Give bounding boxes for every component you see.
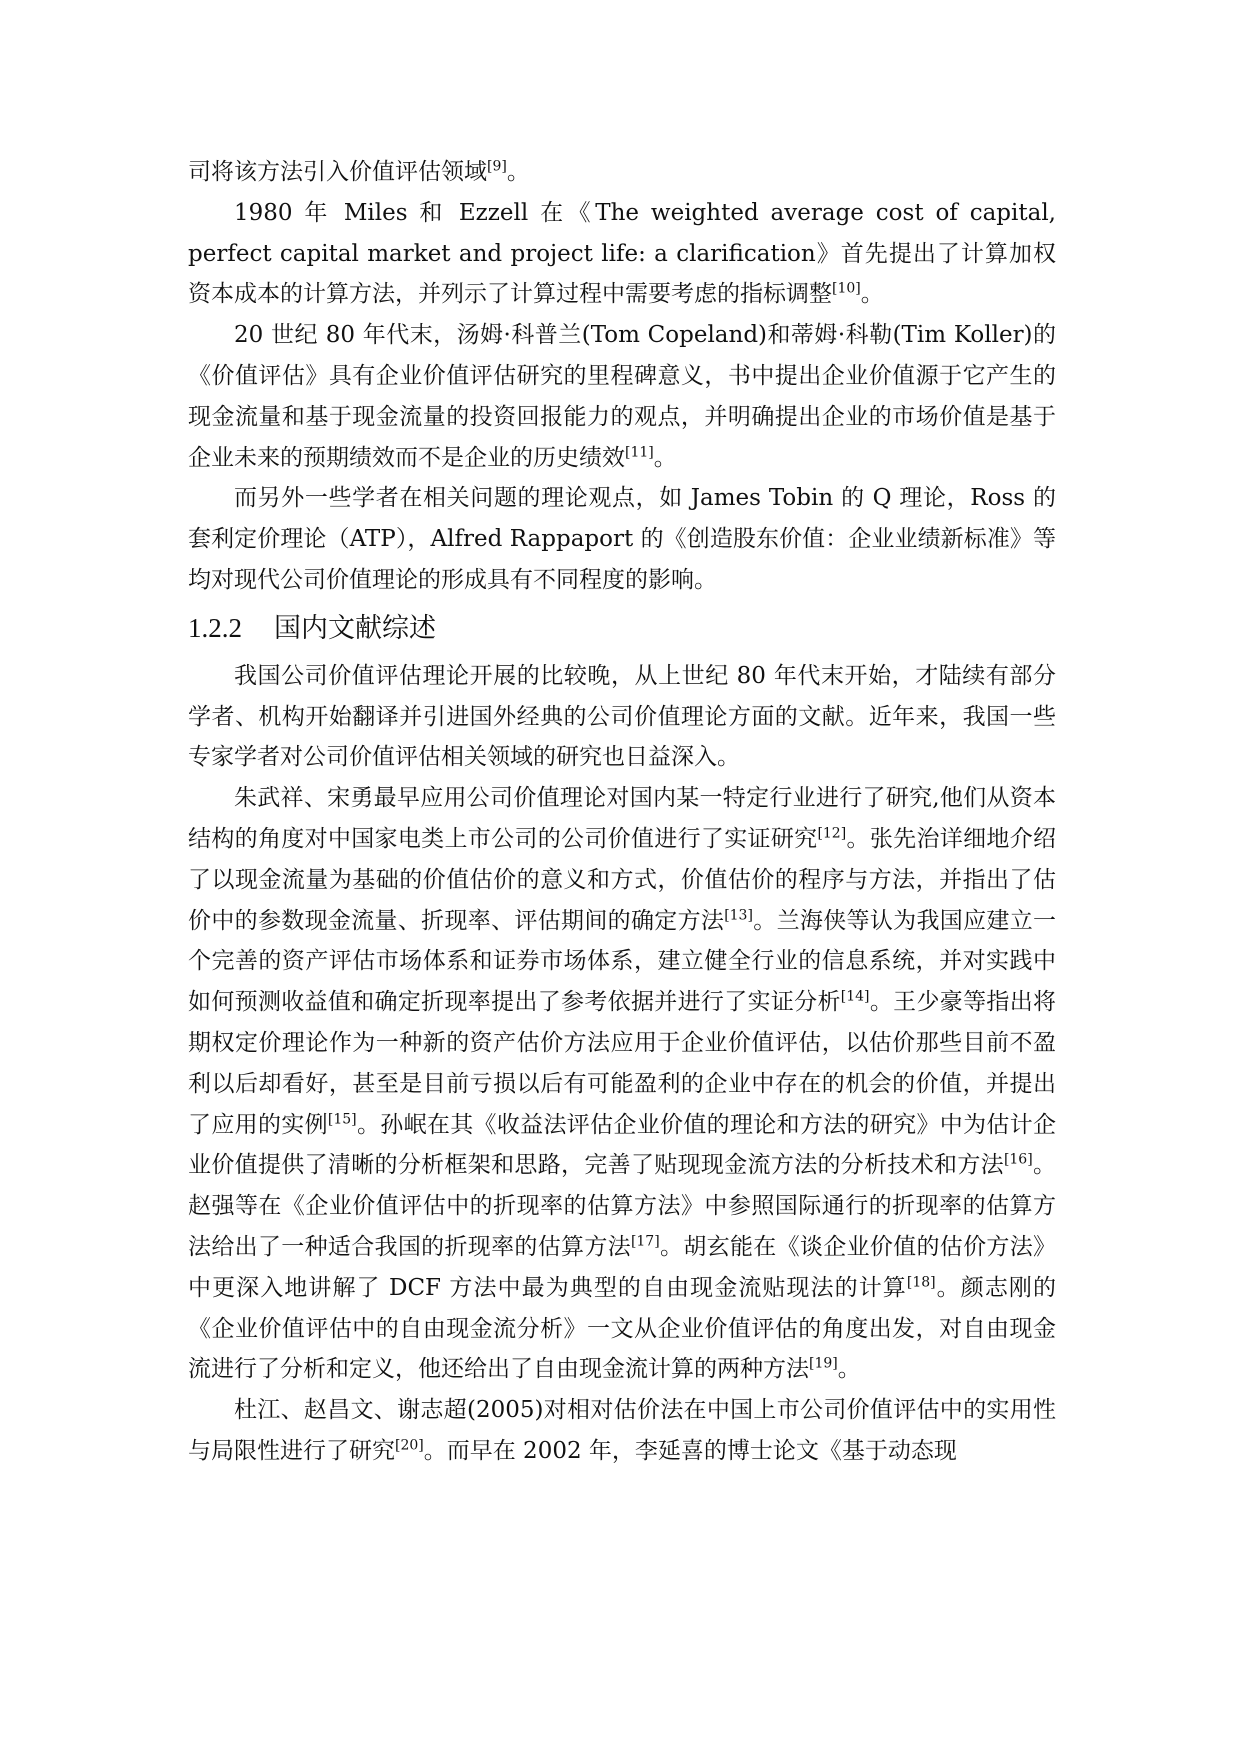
paragraph-domestic-studies: 朱武祥、宋勇最早应用公司价值理论对国内某一特定行业进行了研究,他们从资本结构的角度对中国家电类上市公司的公司价值进行了实证研究[12]。张先治详细地介绍了以现金流量为基础的价值估价的意义和方式，价值估价的程序与方法，并指出了估价中的参数现金流量、折现率、评估期间的确定方法[13]。兰海侠等认为我国应建立一个完善的资产评估市场体系和证券市场体系，建立健全行业的信息系统，并对实践中如何预测收益值和确定折现率提出了参考依据并进行了实证分析[14]。王少豪等指出将期权定价理论作为一种新的资产估价方法应用于企业价值评估，以估价那些目前不盈利以后却看好，甚至是目前亏损以后有可能盈利的企业中存在的机会的价值，并提出了应用的实例[15]。孙岷在其《收益法评估企业价值的理论和方法的研究》中为估计企业价值提供了清晰的分析框架和思路，完善了贴现现金流方法的分析技术和方法[16]。赵强等在《企业价值评估中的折现率的估算方法》中参照国际通行的折现率的估算方法给出了一种适合我国的折现率的估算方法[17]。胡玄能在《谈企业价值的估价方法》中更深入地讲解了 DCF 方法中最为典型的自由现金流贴现法的计算[18]。颜志刚的《企业价值评估中的自由现金流分析》一文从企业价值评估的角度出发，对自由现金流进行了分析和定义，他还给出了自由现金流计算的两种方法[19]。 (188, 785, 1056, 1383)
section-number: 1.2.2 (188, 612, 242, 643)
citation: [12] (817, 825, 847, 842)
section-heading (188, 601, 1056, 656)
citation: [18] (906, 1274, 936, 1291)
page-content (188, 152, 1056, 1472)
citation: [15] (327, 1110, 357, 1127)
citation: [20] (395, 1437, 424, 1454)
paragraph-continuation: 司将该方法引入价值评估领域[9]。 (188, 158, 530, 185)
section-title: 国内文献综述 (274, 612, 436, 644)
paragraph-relative-valuation: 杜江、赵昌文、谢志超(2005)对相对估价法在中国上市公司价值评估中的实用性与局限性进行了研究[20]。而早在 2002 年，李延喜的博士论文《基于动态现 (188, 1397, 1056, 1464)
paragraph-miles-ezzell: 1980 年 Miles 和 Ezzell 在《The weighted average cost of capital, perfect capital market and project life: a clarification》首先提出了计算加权资本成本的计算方法，并列示了计算过程中需要考虑的指标调整[10]。 (188, 199, 1056, 308)
citation: [19] (809, 1355, 838, 1372)
paragraph-copeland-koller: 20 世纪 80 年代末，汤姆·科普兰(Tom Copeland)和蒂姆·科勒(Tim Koller)的《价值评估》具有企业价值评估研究的里程碑意义，书中提出企业价值源于它产生的现金流量和基于现金流量的投资回报能力的观点，并明确提出企业的市场价值是基于企业未来的预期绩效而不是企业的历史绩效[11]。 (188, 322, 1056, 471)
citation: [14] (840, 988, 870, 1005)
citation: [10] (832, 280, 861, 297)
paragraph-domestic-intro: 我国公司价值评估理论开展的比较晚，从上世纪 80 年代末开始，才陆续有部分学者、机构开始翻译并引进国外经典的公司价值理论方面的文献。近年来，我国一些专家学者对公司价值评估相关领域的研究也日益深入。 (188, 662, 1056, 771)
citation: [11] (625, 443, 654, 460)
citation: [16] (1003, 1151, 1033, 1168)
paragraph-other-scholars: 而另外一些学者在相关问题的理论观点，如 James Tobin 的 Q 理论，Ross 的套利定价理论（ATP），Alfred Rappaport 的《创造股东价值：企业业绩新标准》等均对现代公司价值理论的形成具有不同程度的影响。 (188, 485, 1056, 593)
citation: [13] (724, 906, 753, 923)
citation: [17] (630, 1233, 660, 1250)
citation: [9] (487, 158, 507, 175)
